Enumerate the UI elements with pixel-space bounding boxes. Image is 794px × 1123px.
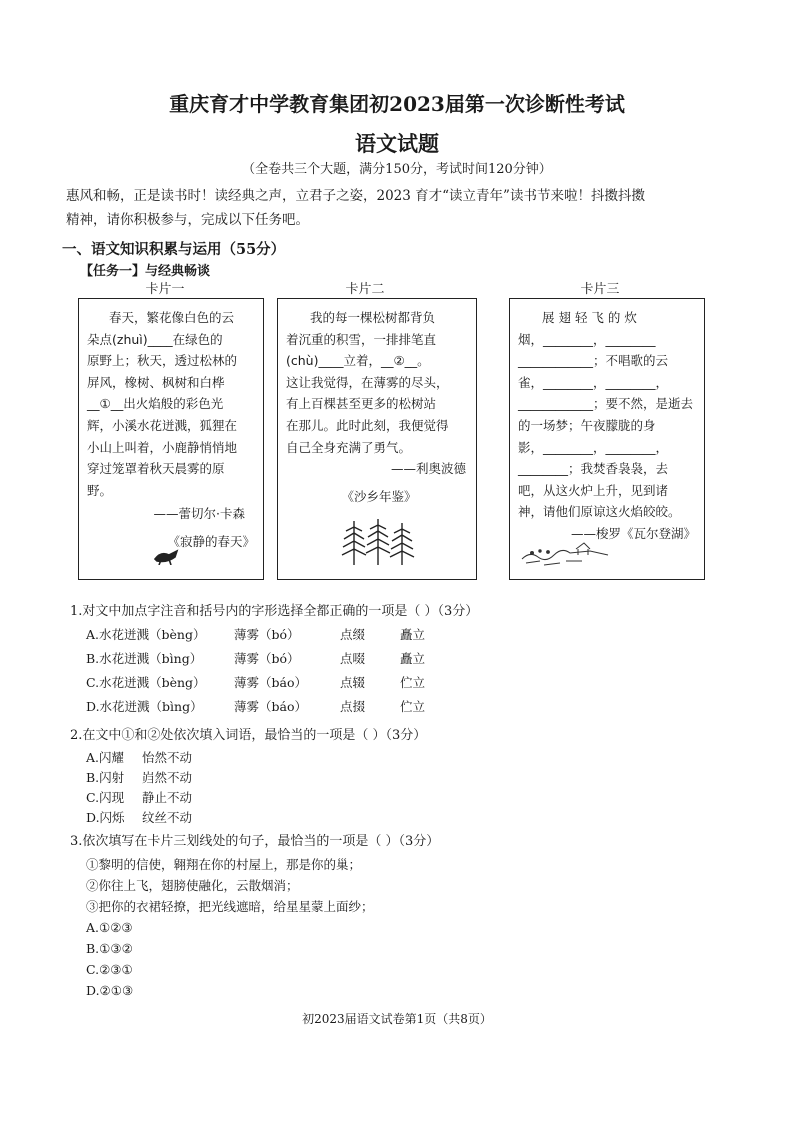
- question-1-options: [86, 625, 726, 721]
- card-2-line: 在那儿。此时此刻，我便觉得: [286, 417, 449, 433]
- option-word: A.闪耀: [86, 750, 125, 765]
- question-2-option-b[interactable]: [86, 768, 386, 788]
- card-1-line: 朵点(zhuì)____在绿色的: [87, 331, 223, 347]
- landscape-sketch-icon: [520, 539, 610, 569]
- question-3-body: [86, 854, 646, 1001]
- option-word: C.闪现: [86, 790, 125, 805]
- option-word: 矗立: [400, 651, 426, 666]
- question-1-option-d[interactable]: [86, 697, 726, 721]
- option-word: 薄雾（bó）: [234, 627, 300, 642]
- card-label-3: 卡片三: [580, 282, 620, 297]
- question-3-sentence: ③把你的衣裙轻撩，把光线遮暗，给星星蒙上面纱；: [86, 899, 374, 914]
- option-word: 矗立: [400, 627, 426, 642]
- card-2-book: 《沙乡年鉴》: [341, 488, 417, 504]
- exam-subtitle: 语文试题: [355, 131, 439, 156]
- card-2-text: [286, 307, 472, 507]
- card-1-line: 野。: [87, 482, 113, 498]
- card-2-author: ——利奥波德: [390, 461, 466, 477]
- card-3-author: ——梭罗《瓦尔登湖》: [570, 525, 696, 541]
- option-word: D.闪烁: [86, 810, 125, 825]
- option-word: 点啜: [340, 651, 366, 666]
- pine-trees-icon: [340, 517, 416, 567]
- option-word: 怡然不动: [142, 750, 193, 765]
- option-word: B.水花迸溅（bìng）: [86, 651, 203, 666]
- card-1: [78, 298, 264, 580]
- question-3-sentence: ①黎明的信使，翱翔在你的村屋上，那是你的巢；: [86, 857, 362, 872]
- option-word: 静止不动: [142, 790, 193, 805]
- card-2: [277, 298, 477, 580]
- card-1-line: 小山上叫着，小鹿静悄悄地: [87, 439, 238, 455]
- card-label-1: 卡片一: [145, 282, 185, 297]
- question-3-option-b[interactable]: B.①③②: [86, 941, 133, 956]
- card-1-line: 原野上；秋天，透过松林的: [87, 353, 238, 369]
- card-2-line: (chù)____立着，__②__。: [286, 353, 430, 369]
- card-3-line: 展 翅 轻 飞 的 炊: [542, 310, 637, 325]
- card-3-line: 烟，________，________: [518, 331, 656, 347]
- card-3-line: ____________；要不然，是逝去: [518, 396, 694, 412]
- exam-title: 重庆育才中学教育集团初2023届第一次诊断性考试: [169, 92, 625, 116]
- card-2-line: 我的每一棵松树都背负: [310, 310, 436, 325]
- intro-line-1: 惠风和畅，正是读书时！读经典之声，立君子之姿，2023 育才“读立青年”读书节来啦！抖擞抖擞: [66, 188, 645, 204]
- question-3-option-c[interactable]: C.②③①: [86, 962, 133, 977]
- card-3-line: ________；我焚香袅袅，去: [518, 461, 669, 477]
- card-3-line: 影，________，________，: [518, 439, 669, 455]
- option-word: A.水花迸溅（bèng）: [86, 627, 206, 642]
- option-word: C.水花迸溅（bèng）: [86, 675, 206, 690]
- card-3-line: ____________；不唱歌的云: [518, 353, 669, 369]
- question-2-option-a[interactable]: [86, 748, 386, 768]
- option-word: 伫立: [400, 699, 426, 714]
- card-1-line: 辉，小溪水花迸溅，狐狸在: [87, 417, 238, 433]
- option-word: 薄雾（báo）: [234, 675, 307, 690]
- card-3-line: 雀，________，________，: [518, 374, 669, 390]
- question-1-option-b[interactable]: [86, 649, 726, 673]
- card-1-line: 春天，繁花像白色的云: [109, 310, 235, 325]
- option-word: 点掇: [340, 699, 366, 714]
- question-1-option-c[interactable]: [86, 673, 726, 697]
- card-label-2: 卡片二: [345, 282, 385, 297]
- option-word: 伫立: [400, 675, 426, 690]
- card-3-line: 的一场梦；午夜朦胧的身: [518, 417, 656, 433]
- question-1-option-a[interactable]: [86, 625, 726, 649]
- task-heading: 【任务一】与经典畅谈: [80, 264, 211, 279]
- option-word: 点辍: [340, 675, 366, 690]
- question-2-stem: 2.在文中①和②处依次填入词语，最恰当的一项是（ ）（3分）: [70, 728, 427, 743]
- card-3: [509, 298, 705, 580]
- card-1-book: 《寂静的春天》: [167, 533, 255, 549]
- exam-note: （全卷共三个大题，满分150分，考试时间120分钟）: [242, 162, 552, 177]
- question-2-option-c[interactable]: [86, 788, 386, 808]
- question-3-stem: 3.依次填写在卡片三划线处的句子，最恰当的一项是（ ）（3分）: [70, 834, 440, 849]
- card-2-line: 着沉重的积雪，一排排笔直: [286, 331, 437, 347]
- card-1-line: __①__出火焰般的彩色光: [87, 396, 224, 412]
- card-3-text: [518, 307, 700, 545]
- card-1-text: [87, 307, 259, 553]
- intro-line-2: 精神，请你积极参与，完成以下任务吧。: [66, 212, 309, 228]
- page-footer: 初2023届语文试卷第1页（共8页）: [302, 1012, 492, 1026]
- question-2-option-d[interactable]: [86, 808, 386, 828]
- question-1-stem: 1.对文中加点字注音和括号内的字形选择全都正确的一项是（ ）（3分）: [70, 604, 479, 619]
- option-word: 薄雾（báo）: [234, 699, 307, 714]
- option-word: B.闪射: [86, 770, 125, 785]
- option-word: 纹丝不动: [142, 810, 193, 825]
- question-2-options: [86, 748, 386, 828]
- question-3-option-a[interactable]: A.①②③: [86, 920, 133, 935]
- fox-icon: [153, 547, 181, 565]
- question-3-sentence: ②你往上飞，翅膀使融化，云散烟消；: [86, 878, 299, 893]
- option-word: D.水花迸溅（bìng）: [86, 699, 203, 714]
- option-word: 点缀: [340, 627, 366, 642]
- card-3-line: 吧，从这火炉上升，见到诸: [518, 482, 669, 498]
- option-word: 岿然不动: [142, 770, 193, 785]
- card-2-line: 这让我觉得，在薄雾的尽头，: [286, 374, 449, 390]
- question-3-option-d[interactable]: D.②①③: [86, 983, 134, 998]
- card-1-author: ——蕾切尔·卡森: [153, 506, 245, 522]
- card-1-line: 屏风，橡树、枫树和白桦: [87, 374, 225, 390]
- card-2-line: 自己全身充满了勇气。: [286, 439, 412, 455]
- card-1-line: 穿过笼罩着秋天晨雾的原: [87, 461, 225, 477]
- card-3-line: 神，请他们原谅这火焰皎皎。: [518, 504, 681, 520]
- option-word: 薄雾（bó）: [234, 651, 300, 666]
- card-2-line: 有上百棵甚至更多的松树站: [286, 396, 437, 412]
- section-heading: 一、语文知识积累与运用（55分）: [62, 241, 286, 258]
